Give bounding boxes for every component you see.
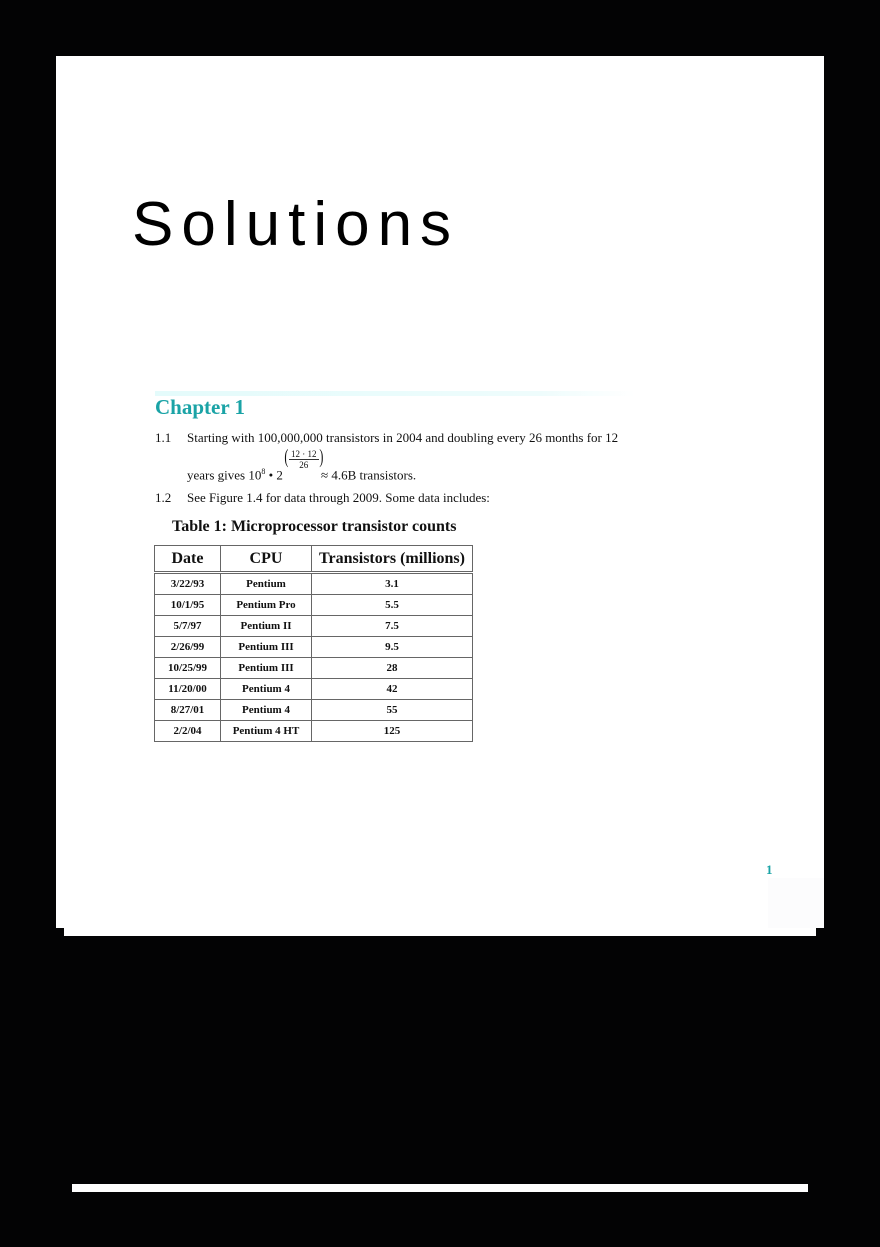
exponent-fraction: ( 12 · 12 26 ) [284,446,324,470]
cell-date: 2/2/04 [155,721,221,742]
cell-transistors: 5.5 [312,595,473,616]
cell-cpu: Pentium III [221,637,312,658]
cell-cpu: Pentium 4 HT [221,721,312,742]
table-row [155,658,473,679]
cell-transistors: 3.1 [312,573,473,595]
cell-transistors: 28 [312,658,473,679]
problem-text: Starting with 100,000,000 transistors in 2004 and doubling every 26 months for 12 [187,430,619,445]
cell-cpu: Pentium III [221,658,312,679]
header-transistors: Transistors (millions) [312,546,473,573]
formula-mid: • 2 [265,467,283,483]
cell-cpu: Pentium 4 [221,679,312,700]
page-number: 1 [766,862,773,877]
cell-date: 10/25/99 [155,658,221,679]
cell-transistors: 9.5 [312,637,473,658]
transistor-table [154,545,473,742]
table-header-row [155,546,473,573]
table-row [155,595,473,616]
cell-date: 8/27/01 [155,700,221,721]
table-row [155,637,473,658]
formula-line [187,467,416,483]
problem-number: 1.2 [155,490,172,505]
cell-date: 3/22/93 [155,573,221,595]
page-corner-shade [768,878,824,928]
cell-transistors: 7.5 [312,616,473,637]
page-title: Solutions [132,190,460,259]
table-row [155,616,473,637]
table-row [155,573,473,595]
formula-suffix: ≈ 4.6B transistors. [320,467,417,483]
document-page [56,56,824,928]
formula-prefix: years gives 10 [187,467,262,483]
cell-date: 11/20/00 [155,679,221,700]
table-caption: Table 1: Microprocessor transistor counts [172,518,457,535]
fraction-numerator: 12 · 12 [291,449,317,459]
header-date: Date [155,546,221,573]
cell-transistors: 42 [312,679,473,700]
problem-text: See Figure 1.4 for data through 2009. Some data includes: [187,490,490,505]
problem-number: 1.1 [155,430,172,445]
cell-date: 2/26/99 [155,637,221,658]
cell-cpu: Pentium 4 [221,700,312,721]
cell-cpu: Pentium [221,573,312,595]
cell-cpu: Pentium II [221,616,312,637]
cell-date: 10/1/95 [155,595,221,616]
cell-date: 5/7/97 [155,616,221,637]
table-row [155,700,473,721]
table-row [155,721,473,742]
fraction-denominator: 26 [299,460,309,470]
chapter-heading: Chapter 1 [155,395,246,419]
formula-exponent: 8 [261,467,266,476]
next-page-edge [72,1184,808,1192]
page-bottom-edge [64,928,816,936]
cell-cpu: Pentium Pro [221,595,312,616]
table-row [155,679,473,700]
cell-transistors: 125 [312,721,473,742]
cell-transistors: 55 [312,700,473,721]
header-cpu: CPU [221,546,312,573]
